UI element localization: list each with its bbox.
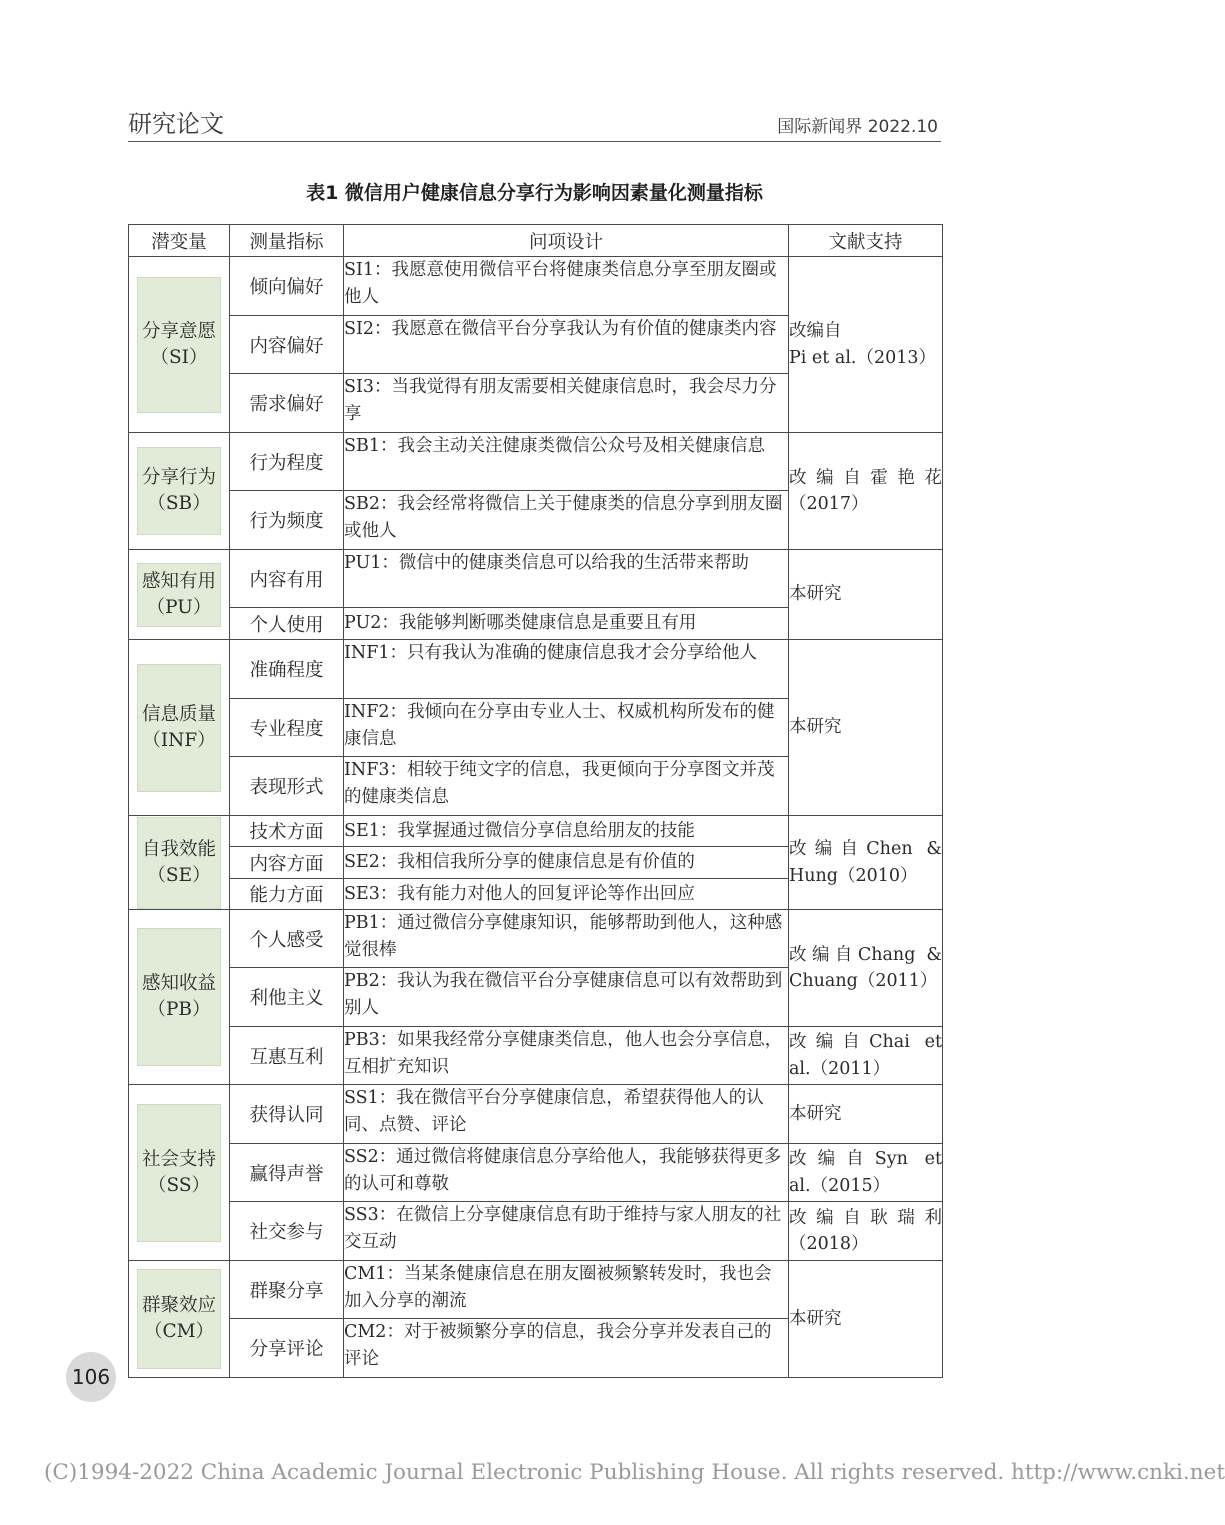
table-row: [129, 550, 943, 608]
indicator-cell: 互惠互利: [230, 1027, 344, 1085]
indicator-cell: 技术方面: [230, 816, 344, 847]
latent-label: 分享意愿 （SI）: [137, 277, 221, 413]
indicator-cell: 社交参与: [230, 1202, 344, 1261]
latent-label: 感知收益 （PB）: [137, 928, 221, 1066]
indicator-cell: 专业程度: [230, 699, 344, 757]
item-cell: SS2：通过微信将健康信息分享给他人，我能够获得更多的认可和尊敬: [344, 1144, 789, 1202]
item-cell: INF3：相较于纯文字的信息，我更倾向于分享图文并茂的健康类信息: [344, 757, 789, 816]
indicator-cell: 获得认同: [230, 1085, 344, 1144]
reference-cell: 改编自霍艳花 （2017）: [789, 433, 943, 550]
indicator-cell: 个人使用: [230, 608, 344, 640]
indicator-cell: 内容有用: [230, 550, 344, 608]
item-cell: SS1：我在微信平台分享健康信息，希望获得他人的认同、点赞、评论: [344, 1085, 789, 1144]
reference-cell: 改编自Chai et al.（2011）: [789, 1027, 943, 1085]
latent-label: 群聚效应 （CM）: [137, 1269, 221, 1369]
reference-cell: 改编自耿瑞利 （2018）: [789, 1202, 943, 1261]
header-rule: [128, 141, 941, 142]
table-row: [129, 1261, 943, 1319]
latent-label: 信息质量 （INF）: [137, 664, 221, 792]
latent-cell: [129, 257, 230, 433]
table-row: [129, 640, 943, 699]
reference-cell: 本研究: [789, 550, 943, 640]
table-row: [129, 433, 943, 491]
table-row: [129, 257, 943, 316]
indicator-cell: 需求偏好: [230, 374, 344, 433]
latent-cell: [129, 1085, 230, 1261]
col-header-reference: 文献支持: [789, 225, 943, 257]
copyright-footer: (C)1994-2022 China Academic Journal Electronic Publishing House. All rights reserved. http://www.cnki.net: [44, 1460, 1225, 1485]
item-cell: SE3：我有能力对他人的回复评论等作出回应: [344, 879, 789, 910]
item-cell: SI1：我愿意使用微信平台将健康类信息分享至朋友圈或他人: [344, 257, 789, 316]
latent-label: 分享行为 （SB）: [137, 447, 221, 535]
indicator-cell: 表现形式: [230, 757, 344, 816]
latent-label: 感知有用 （PU）: [137, 563, 221, 627]
item-cell: SB1：我会主动关注健康类微信公众号及相关健康信息: [344, 433, 789, 491]
indicator-cell: 利他主义: [230, 968, 344, 1027]
item-cell: SE1：我掌握通过微信分享信息给朋友的技能: [344, 816, 789, 847]
table-row: [129, 1027, 943, 1085]
table-row: [129, 1202, 943, 1261]
indicator-cell: 倾向偏好: [230, 257, 344, 316]
reference-cell: 改编自Chen & Hung（2010）: [789, 816, 943, 910]
indicator-cell: 准确程度: [230, 640, 344, 699]
indicator-cell: 内容方面: [230, 847, 344, 879]
table-row: [129, 816, 943, 847]
item-cell: PU2：我能够判断哪类健康信息是重要且有用: [344, 608, 789, 640]
latent-label: 社会支持 （SS）: [137, 1104, 221, 1242]
item-cell: CM1：当某条健康信息在朋友圈被频繁转发时，我也会加入分享的潮流: [344, 1261, 789, 1319]
reference-cell: 本研究: [789, 1261, 943, 1378]
reference-cell: 改编自 Pi et al.（2013）: [789, 257, 943, 433]
item-cell: INF1：只有我认为准确的健康信息我才会分享给他人: [344, 640, 789, 699]
reference-cell: 本研究: [789, 640, 943, 816]
table-header-row: [129, 225, 943, 257]
measurement-table: [128, 224, 943, 1378]
indicator-cell: 分享评论: [230, 1319, 344, 1378]
latent-cell: [129, 910, 230, 1085]
col-header-latent: 潜变量: [129, 225, 230, 257]
item-cell: SE2：我相信我所分享的健康信息是有价值的: [344, 847, 789, 879]
indicator-cell: 行为频度: [230, 491, 344, 550]
item-cell: SB2：我会经常将微信上关于健康类的信息分享到朋友圈或他人: [344, 491, 789, 550]
table-row: [129, 1144, 943, 1202]
table-row: [129, 910, 943, 968]
item-cell: PU1：微信中的健康类信息可以给我的生活带来帮助: [344, 550, 789, 608]
item-cell: SI3：当我觉得有朋友需要相关健康信息时，我会尽力分享: [344, 374, 789, 433]
table-caption: 表1 微信用户健康信息分享行为影响因素量化测量指标: [306, 182, 763, 204]
item-cell: SI2：我愿意在微信平台分享我认为有价值的健康类内容: [344, 316, 789, 374]
item-cell: PB3：如果我经常分享健康类信息，他人也会分享信息，互相扩充知识: [344, 1027, 789, 1085]
section-label: 研究论文: [128, 110, 224, 138]
latent-cell: [129, 433, 230, 550]
table-row: [129, 1085, 943, 1144]
reference-cell: 改编自Chang & Chuang（2011）: [789, 910, 943, 1027]
col-header-item: 问项设计: [344, 225, 789, 257]
indicator-cell: 能力方面: [230, 879, 344, 910]
latent-cell: [129, 1261, 230, 1378]
latent-cell: [129, 640, 230, 816]
page-number-badge: 106: [66, 1352, 116, 1402]
journal-issue: 国际新闻界 2022.10: [777, 117, 938, 137]
indicator-cell: 内容偏好: [230, 316, 344, 374]
reference-cell: 改编自Syn et al.（2015）: [789, 1144, 943, 1202]
item-cell: PB2：我认为我在微信平台分享健康信息可以有效帮助到别人: [344, 968, 789, 1027]
col-header-indicator: 测量指标: [230, 225, 344, 257]
latent-cell: [129, 816, 230, 910]
item-cell: CM2：对于被频繁分享的信息，我会分享并发表自己的评论: [344, 1319, 789, 1378]
indicator-cell: 行为程度: [230, 433, 344, 491]
reference-cell: 本研究: [789, 1085, 943, 1144]
item-cell: INF2：我倾向在分享由专业人士、权威机构所发布的健康信息: [344, 699, 789, 757]
indicator-cell: 群聚分享: [230, 1261, 344, 1319]
item-cell: PB1：通过微信分享健康知识，能够帮助到他人，这种感觉很棒: [344, 910, 789, 968]
indicator-cell: 个人感受: [230, 910, 344, 968]
indicator-cell: 赢得声誉: [230, 1144, 344, 1202]
latent-label: 自我效能 （SE）: [137, 817, 221, 909]
item-cell: SS3：在微信上分享健康信息有助于维持与家人朋友的社交互动: [344, 1202, 789, 1261]
latent-cell: [129, 550, 230, 640]
